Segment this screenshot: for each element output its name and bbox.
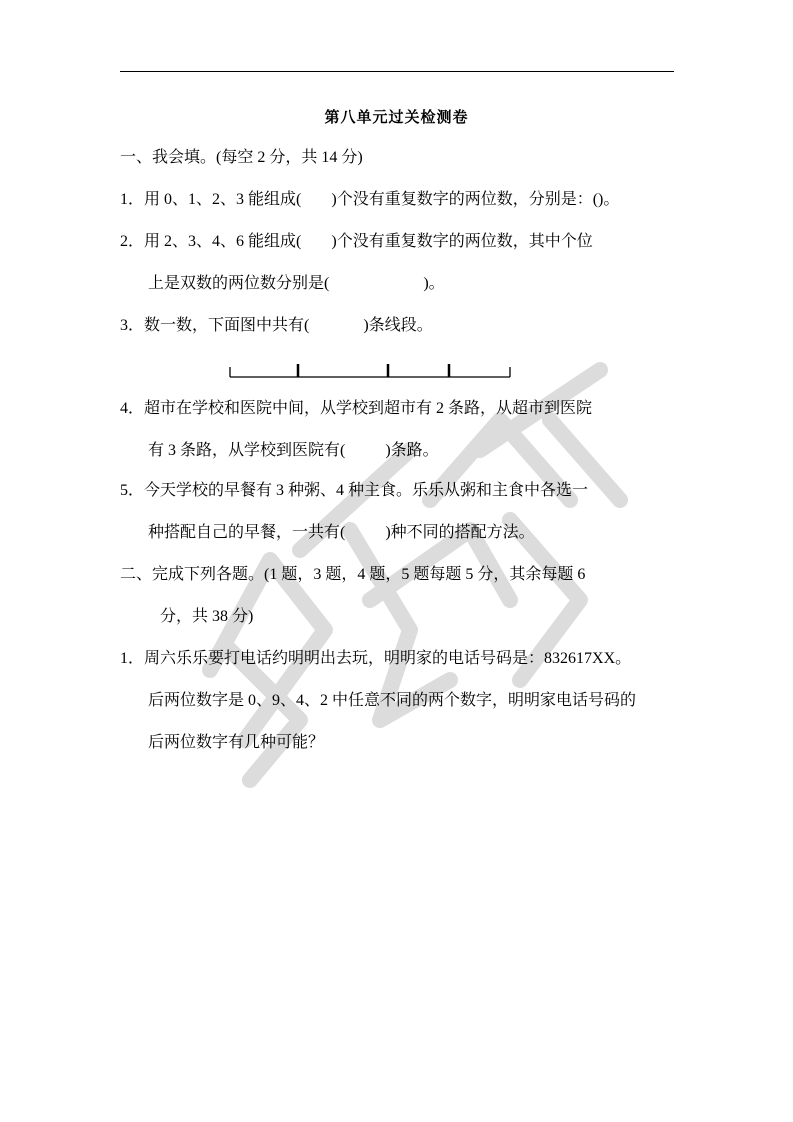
- top-rule: [120, 71, 674, 72]
- section2-heading-cont: 分，共 38 分): [160, 608, 254, 625]
- question-text: )条路。: [385, 442, 439, 459]
- question-1-2: [120, 232, 593, 252]
- question-1-1: [120, 190, 619, 210]
- section1-heading: 一、我会填。(每空 2 分，共 14 分): [120, 149, 363, 166]
- question-text: )个没有重复数字的两位数，分别是：()。: [331, 191, 620, 208]
- question-2-1: [120, 649, 631, 669]
- question-text: )。: [423, 275, 445, 292]
- section2-heading: 二、完成下列各题。(1 题，3 题，4 题，5 题每题 5 分，其余每题 6: [120, 566, 586, 583]
- question-text: 数一数，下面图中共有(: [144, 317, 310, 334]
- question-text: 用 0、1、2、3 能组成(: [144, 191, 302, 208]
- question-number: 1．: [120, 650, 145, 667]
- question-text: 用 2、3、4、6 能组成(: [144, 233, 302, 250]
- question-1-4: [120, 399, 592, 419]
- question-1-5-cont: [148, 523, 535, 543]
- question-1-2-cont: [148, 274, 445, 294]
- question-1-4-cont: [148, 441, 439, 461]
- question-number: 4．: [120, 400, 145, 417]
- question-number: 1．: [120, 191, 145, 208]
- question-text: 上是双数的两位数分别是(: [148, 275, 330, 292]
- question-text: )个没有重复数字的两位数，其中个位: [331, 233, 593, 250]
- line-segments-figure: [225, 360, 520, 384]
- question-2-1-cont: 后两位数字是 0、9、4、2 中任意不同的两个数字，明明家电话号码的: [148, 692, 637, 709]
- question-number: 5．: [120, 482, 145, 499]
- question-text: 今天学校的早餐有 3 种粥、4 种主食。乐乐从粥和主食中各选一: [144, 482, 589, 499]
- question-text: 有 3 条路，从学校到医院有(: [148, 442, 346, 459]
- question-number: 3．: [120, 317, 145, 334]
- question-text: 周六乐乐要打电话约明明出去玩，明明家的电话号码是：832617XX。: [144, 650, 632, 667]
- question-1-5: [120, 481, 588, 501]
- question-text: )条线段。: [363, 317, 433, 334]
- question-number: 2．: [120, 233, 145, 250]
- question-2-1-cont: 后两位数字有几种可能？: [148, 734, 325, 751]
- question-1-3: [120, 316, 433, 336]
- question-text: 种搭配自己的早餐，一共有(: [148, 524, 346, 541]
- question-text: )种不同的搭配方法。: [385, 524, 535, 541]
- page-title: 第八单元过关检测卷: [324, 110, 469, 126]
- question-text: 超市在学校和医院中间，从学校到超市有 2 条路，从超市到医院: [144, 400, 593, 417]
